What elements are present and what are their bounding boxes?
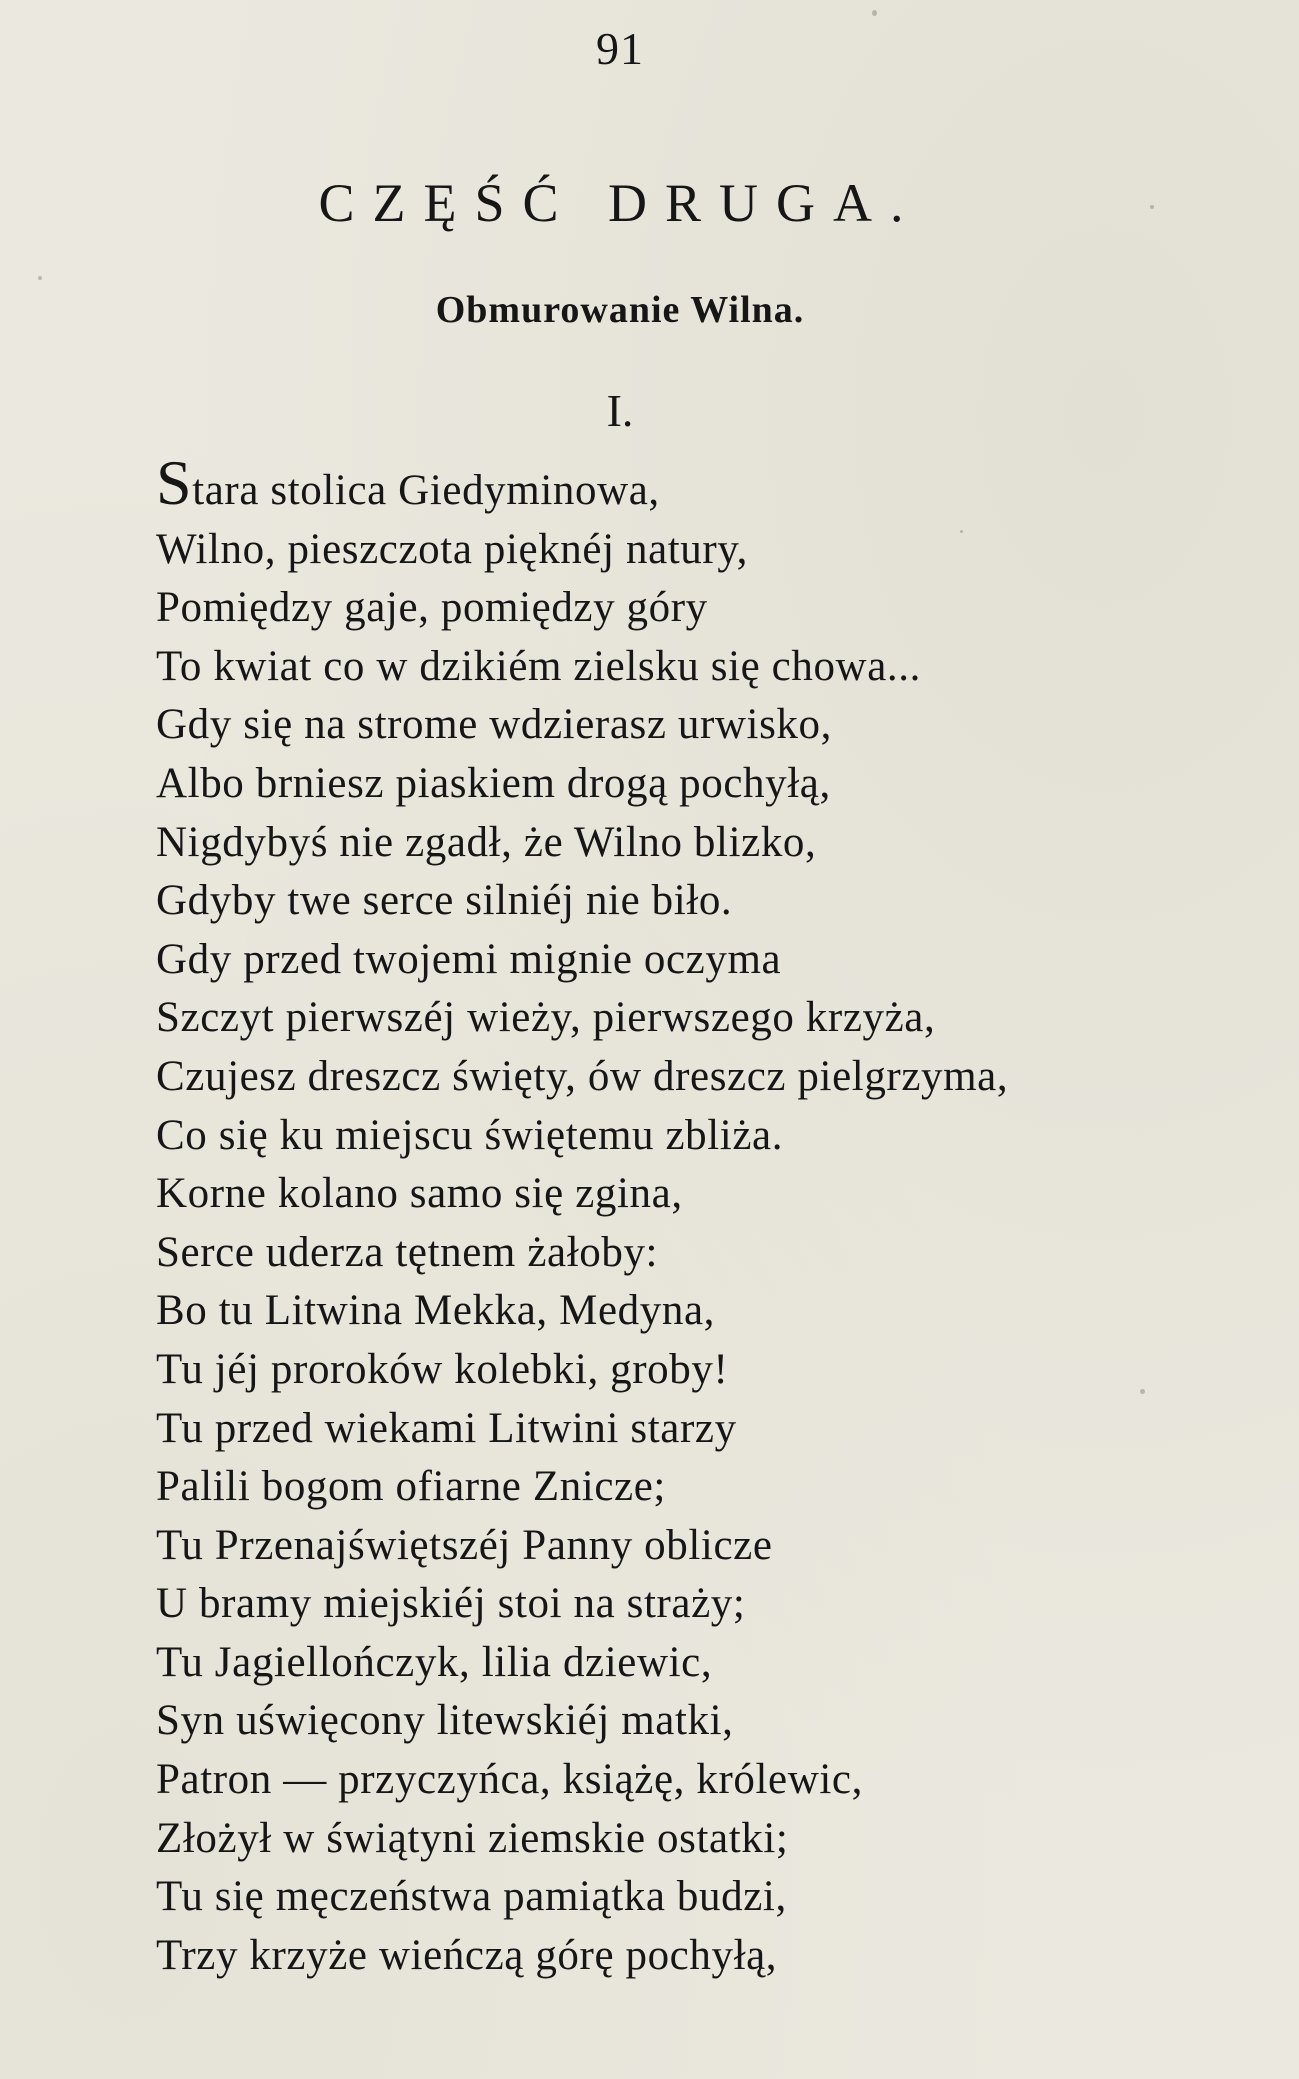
poem-line: Tu Jagiellończyk, lilia dziewic, [156, 1638, 713, 1686]
poem-line: Złożył w świątyni ziemskie ostatki; [156, 1814, 789, 1862]
poem-line: Trzy krzyże wieńczą górę pochyłą, [156, 1931, 778, 1979]
poem-line: Gdy się na strome wdzierasz urwisko, [156, 701, 832, 749]
poem-line: Tu przed wiekami Litwini starzy [156, 1404, 737, 1452]
poem-line: Patron — przyczyńca, książę, królewic, [156, 1756, 863, 1804]
poem-line: Korne kolano samo się zgina, [156, 1170, 683, 1218]
chapter-subtitle: Obmurowanie Wilna. [435, 289, 805, 331]
poem-line: Tu Przenajświętszéj Panny oblicze [156, 1521, 773, 1569]
poem-line: To kwiat co w dzikiém zielsku się chowa... [156, 642, 921, 690]
section-number: I. [606, 385, 634, 436]
poem-line: U bramy miejskiéj stoi na straży; [156, 1580, 746, 1628]
paper-speck [960, 530, 963, 533]
poem-text [156, 447, 1236, 1985]
poem-line: Tu jéj proroków kolebki, groby! [156, 1345, 729, 1393]
page-number: 91 [596, 23, 644, 74]
paper-speck [872, 10, 877, 16]
poem-line: Albo brniesz piaskiem drogą pochyłą, [156, 759, 831, 807]
poem-line: Co się ku miejscu świętemu zbliża. [156, 1111, 784, 1159]
paper-speck [38, 276, 42, 280]
poem-line: Nigdybyś nie zgadł, że Wilno blizko, [156, 818, 817, 866]
poem-line [156, 447, 1236, 521]
paper-speck [1140, 1389, 1145, 1394]
drop-cap: S [156, 447, 193, 518]
poem-line: Syn uświęcony litewskiéj matki, [156, 1697, 734, 1745]
poem-line: Bo tu Litwina Mekka, Medyna, [156, 1287, 715, 1335]
poem-line: Gdy przed twojemi mignie oczyma [156, 935, 782, 983]
poem-line: Tu się męczeństwa pamiątka budzi, [156, 1873, 787, 1921]
part-title: CZĘŚĆ DRUGA. [318, 173, 922, 233]
poem-line: Szczyt pierwszéj wieży, pierwszego krzyża, [156, 994, 936, 1042]
poem-line: Palili bogom ofiarne Znicze; [156, 1463, 666, 1511]
poem-line: Czujesz dreszcz święty, ów dreszcz pielgrzyma, [156, 1052, 1009, 1100]
poem-line: Gdyby twe serce silniéj nie biło. [156, 877, 733, 925]
paper-speck [1150, 205, 1154, 209]
poem-line-text: tara stolica Giedyminowa, [192, 467, 660, 514]
poem-line: Pomiędzy gaje, pomiędzy góry [156, 584, 708, 632]
poem-line: Serce uderza tętnem żałoby: [156, 1228, 659, 1276]
poem-line: Wilno, pieszczota pięknéj natury, [156, 525, 748, 573]
